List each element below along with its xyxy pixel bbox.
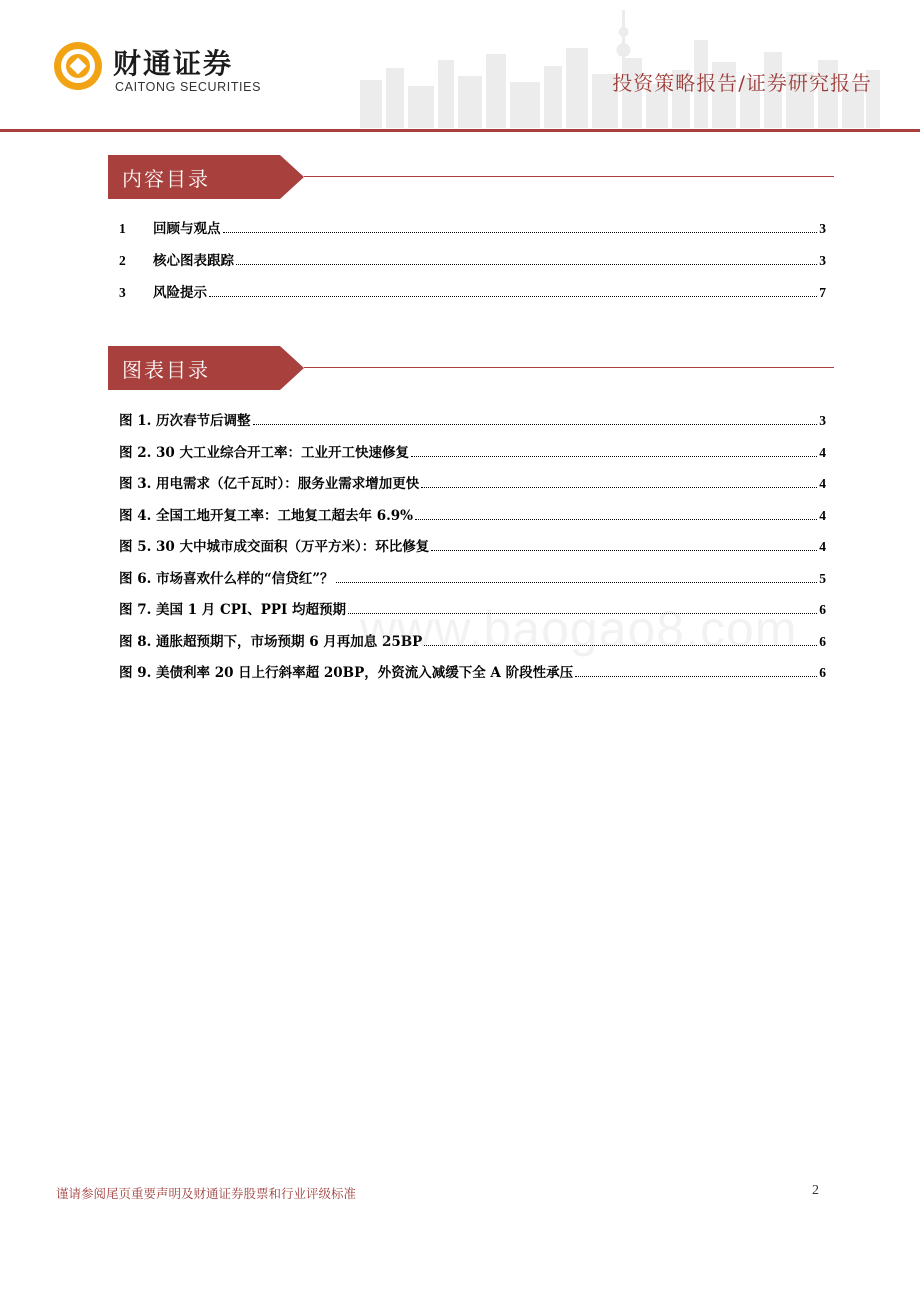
leader-dots xyxy=(253,424,818,425)
contents-banner xyxy=(108,155,834,199)
toc-entry[interactable] xyxy=(119,281,826,301)
footer-disclaimer: 谨请参阅尾页重要声明及财通证券股票和行业评级标准 xyxy=(56,1186,357,1201)
toc-entry-number: 2 xyxy=(119,253,126,268)
figure-entry[interactable] xyxy=(119,661,826,681)
figures-title: 图表目录 xyxy=(122,358,210,382)
page-number: 2 xyxy=(812,1183,819,1198)
brand-name-cn: 财通证券 xyxy=(113,47,234,80)
watermark-text: www.baogao8.com xyxy=(360,601,798,657)
figure-entry[interactable] xyxy=(119,441,826,461)
figure-entry-title: 图 4. 全国工地开复工率：工地复工超去年 6.9% xyxy=(119,508,414,524)
figures-banner xyxy=(108,346,834,390)
page-header xyxy=(0,0,920,132)
figure-entry-page: 6 xyxy=(819,634,826,649)
toc-entry-page: 3 xyxy=(819,221,826,236)
figure-entry[interactable] xyxy=(119,504,826,524)
toc-entry-page: 7 xyxy=(819,285,826,300)
leader-dots xyxy=(209,296,817,297)
figure-entry-title: 图 6. 市场喜欢什么样的“信贷红”？ xyxy=(119,571,334,587)
figure-entry-page: 4 xyxy=(819,508,826,523)
toc-entry-page: 3 xyxy=(819,253,826,268)
figure-entry-title: 图 9. 美债利率 20 日上行斜率超 20BP，外资流入减缓下全 A 阶段性承压 xyxy=(119,665,574,681)
toc-entry-number: 1 xyxy=(119,221,126,236)
leader-dots xyxy=(421,487,817,488)
leader-dots xyxy=(336,582,818,583)
caitong-logo xyxy=(52,40,104,92)
figure-entry[interactable] xyxy=(119,567,826,587)
figure-entry-page: 4 xyxy=(819,445,826,460)
toc-entry[interactable] xyxy=(119,217,826,237)
toc-entry[interactable] xyxy=(119,249,826,269)
brand-name-en: CAITONG SECURITIES xyxy=(115,80,262,94)
leader-dots xyxy=(236,264,817,265)
figure-entry[interactable] xyxy=(119,409,826,429)
header-divider xyxy=(0,129,920,132)
figure-entry-page: 3 xyxy=(819,413,826,428)
leader-dots xyxy=(223,232,818,233)
report-type: 投资策略报告/证券研究报告 xyxy=(612,71,872,95)
figure-entry-page: 6 xyxy=(819,602,826,617)
figure-entry-page: 4 xyxy=(819,539,826,554)
toc-entry-title: 回顾与观点 xyxy=(153,221,221,237)
leader-dots xyxy=(411,456,817,457)
leader-dots xyxy=(415,519,817,520)
figure-entry-page: 5 xyxy=(819,571,826,586)
figure-entry-page: 4 xyxy=(819,476,826,491)
banner-rule xyxy=(304,367,834,368)
figure-entry[interactable] xyxy=(119,535,826,555)
figure-entry-title: 图 7. 美国 1 月 CPI、PPI 均超预期 xyxy=(119,602,347,618)
figure-entry-title: 图 3. 用电需求（亿千瓦时）：服务业需求增加更快 xyxy=(119,476,420,492)
figure-entry-title: 图 8. 通胀超预期下，市场预期 6 月再加息 25BP xyxy=(119,634,423,650)
leader-dots xyxy=(431,550,817,551)
figure-entry[interactable] xyxy=(119,472,826,492)
figure-entry-page: 6 xyxy=(819,665,826,680)
figure-entry-title: 图 1. 历次春节后调整 xyxy=(119,413,251,429)
contents-title: 内容目录 xyxy=(122,167,210,191)
toc-entry-number: 3 xyxy=(119,285,126,300)
toc-entry-title: 风险提示 xyxy=(153,285,207,301)
figure-entry-title: 图 2. 30 大工业综合开工率：工业开工快速修复 xyxy=(119,445,409,461)
figure-entry-title: 图 5. 30 大中城市成交面积（万平方米）：环比修复 xyxy=(119,539,430,555)
leader-dots xyxy=(575,676,817,677)
toc-entry-title: 核心图表跟踪 xyxy=(153,253,234,269)
banner-rule xyxy=(304,176,834,177)
